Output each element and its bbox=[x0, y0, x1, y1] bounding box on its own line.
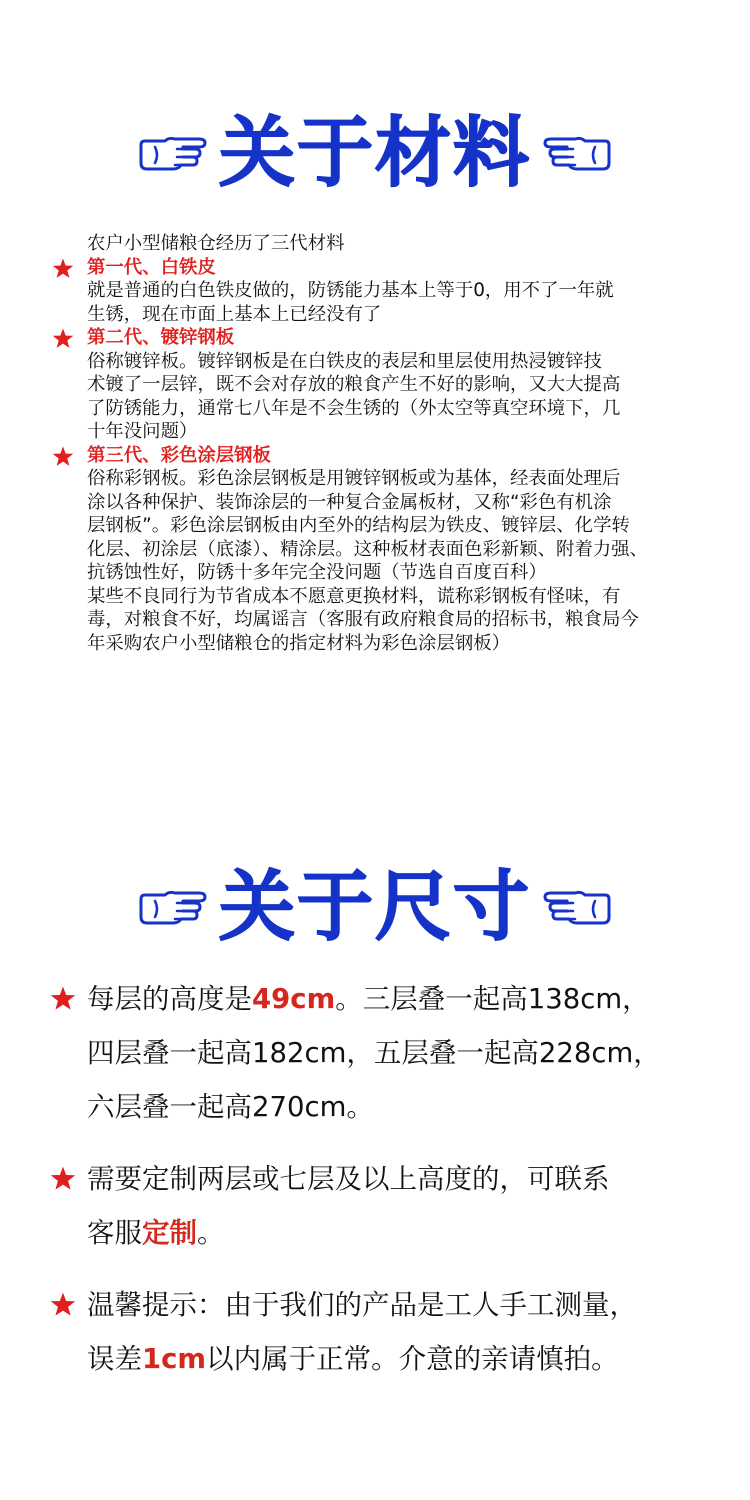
pointing-hand-left-icon bbox=[541, 133, 613, 173]
pointing-hand-right-icon bbox=[137, 133, 209, 173]
red-star-icon bbox=[52, 258, 74, 279]
generation-description-line: 层钢板”。彩色涂层钢板由内至外的结构层为铁皮、镀锌层、化学转 bbox=[87, 515, 630, 536]
generation-description-line: 俗称镀锌板。镀锌钢板是在白铁皮的表层和里层使用热浸镀锌技 bbox=[87, 350, 602, 372]
generation-description-line: 某些不良同行为节省成本不愿意更换材料，谎称彩钢板有怪味，有 bbox=[87, 585, 621, 607]
generation-name: 第三代、彩色涂层钢板 bbox=[87, 444, 271, 466]
generation-heading bbox=[50, 256, 710, 280]
size-body bbox=[48, 972, 728, 1386]
note-text: 客服 bbox=[87, 1217, 142, 1249]
pointing-hand-right-icon bbox=[137, 887, 209, 927]
highlighted-value: 1cm bbox=[142, 1343, 207, 1375]
generation-description-line: 就是普通的白色铁皮做的，防锈能力基本上等于0，用不了一年就 bbox=[87, 280, 614, 301]
size-note bbox=[48, 1152, 728, 1260]
red-star-icon bbox=[52, 328, 74, 349]
highlighted-value: 定制 bbox=[142, 1217, 197, 1249]
generation-description-line: 俗称彩钢板。彩色涂层钢板是用镀锌钢板或为基体，经表面处理后 bbox=[87, 468, 621, 489]
note-text: 六层叠一起高270cm。 bbox=[87, 1091, 374, 1123]
generation-description-line: 了防锈能力，通常七八年是不会生锈的（外太空等真空环境下，几 bbox=[87, 397, 621, 419]
generation-description-line: 涂以各种保护、装饰涂层的一种复合金属板材，又称“彩色有机涂 bbox=[87, 491, 612, 513]
generation-name: 第一代、白铁皮 bbox=[87, 256, 216, 278]
size-note-line bbox=[87, 1278, 728, 1332]
note-text: 需要定制两层或七层及以上高度的，可联系 bbox=[87, 1163, 610, 1195]
note-text: 温馨提示：由于我们的产品是工人手工测量， bbox=[87, 1289, 637, 1321]
generation-description-line: 化层、初涂层（底漆）、精涂层。这种板材表面色彩新颖、附着力强、 bbox=[87, 538, 648, 560]
generation-heading bbox=[50, 326, 710, 350]
size-title: 关于尺寸 bbox=[219, 862, 531, 951]
note-text: 四层叠一起高182cm，五层叠一起高228cm， bbox=[87, 1037, 661, 1069]
generation-description-line: 生锈，现在市面上基本上已经没有了 bbox=[87, 303, 382, 325]
size-note bbox=[48, 1278, 728, 1386]
highlighted-value: 49cm bbox=[252, 983, 336, 1015]
generation-name: 第二代、镀锌钢板 bbox=[87, 327, 235, 348]
materials-heading bbox=[0, 108, 750, 197]
red-star-icon bbox=[50, 986, 76, 1011]
note-text: 每层的高度是 bbox=[87, 983, 252, 1015]
generation-description-line: 毒，对粮食不好，均属谣言（客服有政府粮食局的招标书，粮食局今 bbox=[87, 609, 639, 630]
note-text: 。三层叠一起高138cm， bbox=[335, 983, 650, 1015]
materials-title: 关于材料 bbox=[219, 108, 531, 197]
size-note bbox=[48, 972, 728, 1134]
size-note-line bbox=[87, 1026, 728, 1080]
generation-description-line: 术镀了一层锌，既不会对存放的粮食产生不好的影响，又大大提高 bbox=[87, 374, 621, 395]
materials-body bbox=[50, 232, 710, 655]
note-text: 以内属于正常。介意的亲请慎拍。 bbox=[206, 1343, 619, 1375]
size-heading bbox=[0, 862, 750, 951]
note-text: 。 bbox=[197, 1217, 225, 1249]
size-note-line bbox=[87, 972, 728, 1026]
size-note-line bbox=[87, 1332, 728, 1386]
pointing-hand-left-icon bbox=[541, 887, 613, 927]
note-text: 误差 bbox=[87, 1343, 142, 1375]
red-star-icon bbox=[50, 1166, 76, 1191]
generation-description-line: 抗锈蚀性好，防锈十多年完全没问题（节选自百度百科） bbox=[87, 562, 547, 583]
generation-description-line: 十年没问题） bbox=[87, 421, 198, 442]
size-note-line bbox=[87, 1206, 728, 1260]
materials-intro: 农户小型储粮仓经历了三代材料 bbox=[87, 233, 345, 254]
generation-description-line: 年采购农户小型储粮仓的指定材料为彩色涂层钢板） bbox=[87, 632, 510, 654]
size-note-line bbox=[87, 1152, 728, 1206]
red-star-icon bbox=[50, 1292, 76, 1317]
generation-heading bbox=[50, 444, 710, 468]
size-note-line bbox=[87, 1080, 728, 1134]
red-star-icon bbox=[52, 446, 74, 467]
